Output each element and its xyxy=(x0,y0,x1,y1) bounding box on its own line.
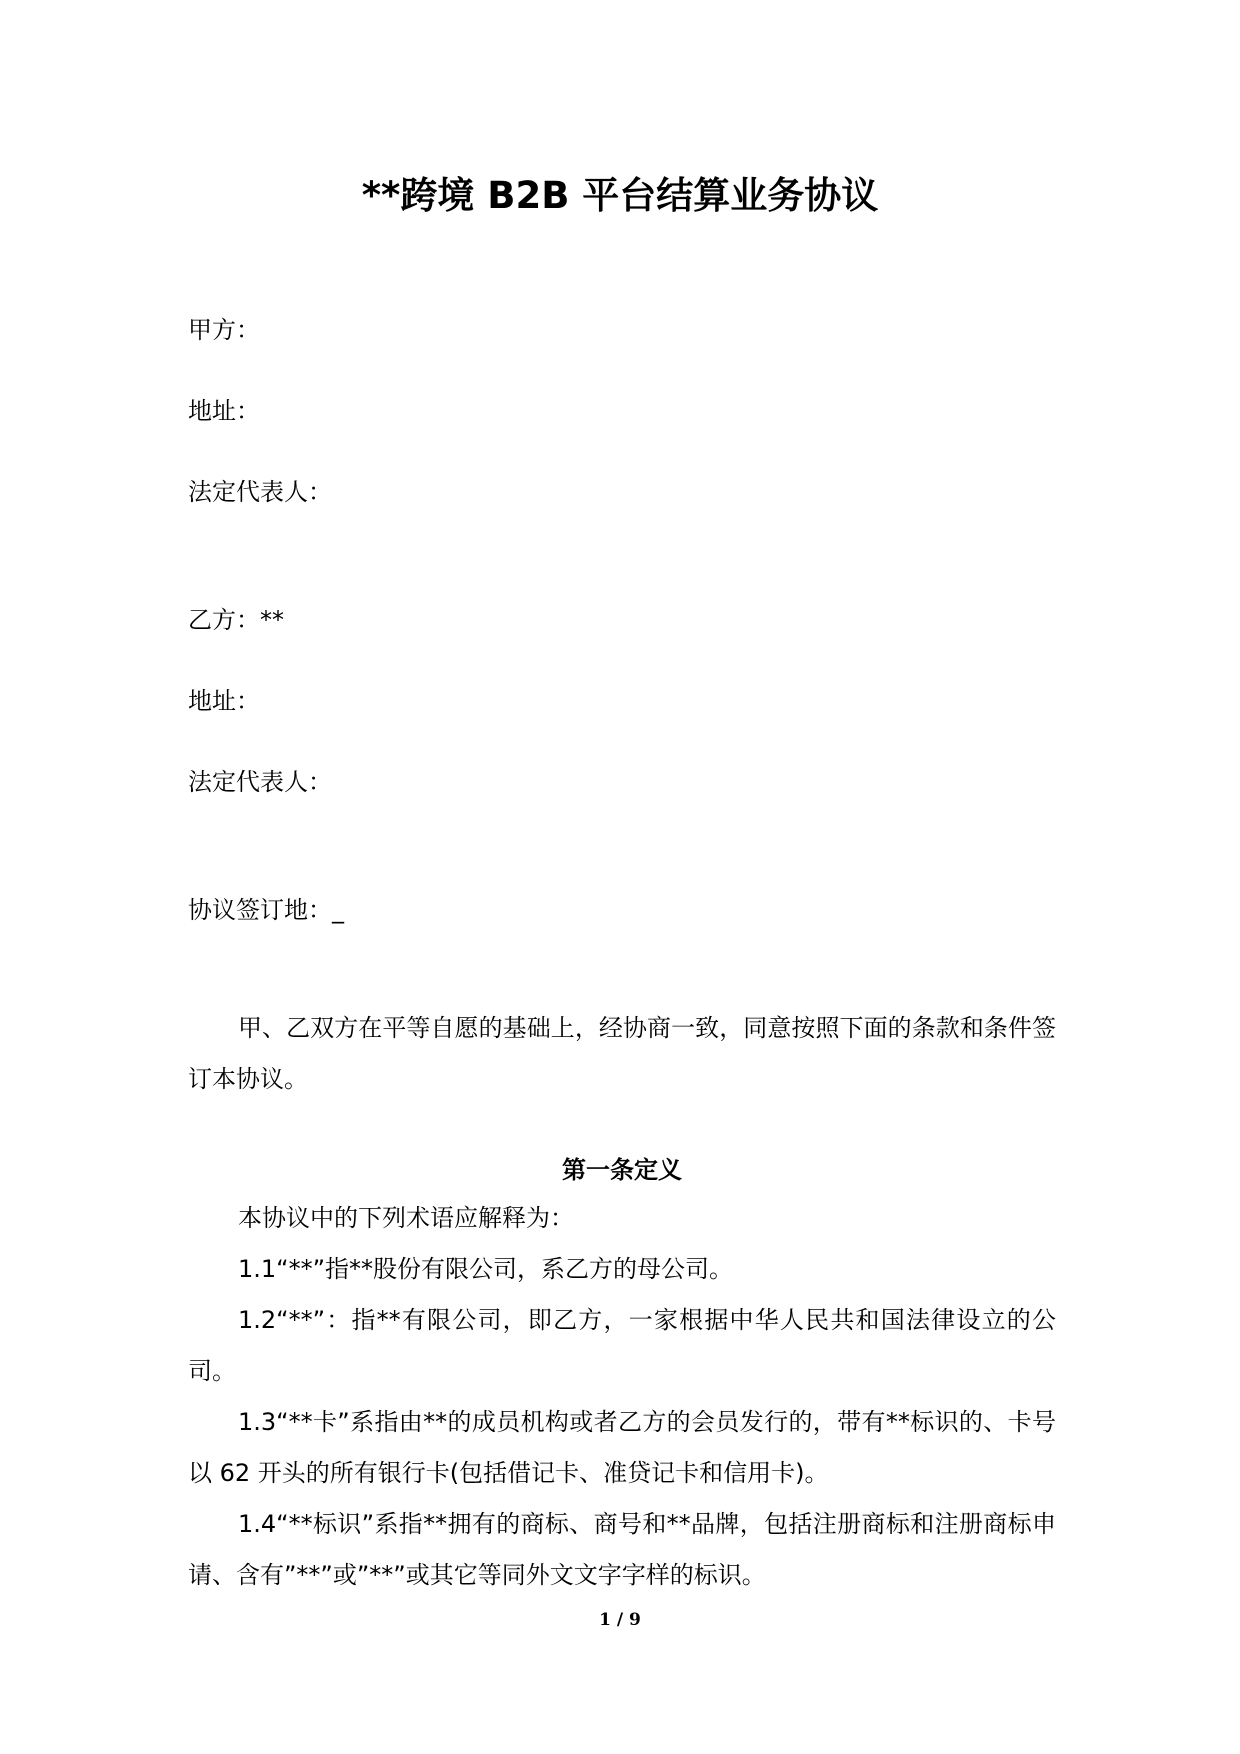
party-a-address: 地址： xyxy=(188,397,260,425)
party-b-legal-rep: 法定代表人： xyxy=(188,768,332,796)
definition-item: 1.4“**标识”系指**拥有的商标、商号和**品牌，包括注册商标和注册商标申请、含有”**”或”**”或其它等同外文文字字样的标识。 xyxy=(188,1510,1056,1589)
party-b-name: 乙方：** xyxy=(188,606,284,634)
intro-paragraph: 甲、乙双方在平等自愿的基础上，经协商一致，同意按照下面的条款和条件签订本协议。 xyxy=(188,1014,1056,1093)
signing-place: 协议签订地：_ xyxy=(188,896,344,924)
document-title: **跨境 B2B 平台结算业务协议 xyxy=(361,174,879,217)
party-a-name: 甲方： xyxy=(188,316,260,344)
article-1-heading: 第一条定义 xyxy=(562,1156,682,1184)
article-1-lead: 本协议中的下列术语应解释为： xyxy=(238,1204,574,1232)
party-a-legal-rep: 法定代表人： xyxy=(188,478,332,506)
party-b-address: 地址： xyxy=(188,687,260,715)
page-number: 1 / 9 xyxy=(599,1610,641,1630)
definition-item: 1.2“**”：指**有限公司，即乙方，一家根据中华人民共和国法律设立的公司。 xyxy=(188,1306,1056,1385)
definition-item: 1.3“**卡”系指由**的成员机构或者乙方的会员发行的，带有**标识的、卡号以 62 开头的所有银行卡(包括借记卡、准贷记卡和信用卡)。 xyxy=(188,1408,1056,1487)
definition-item: 1.1“**”指**股份有限公司，系乙方的母公司。 xyxy=(238,1255,734,1283)
